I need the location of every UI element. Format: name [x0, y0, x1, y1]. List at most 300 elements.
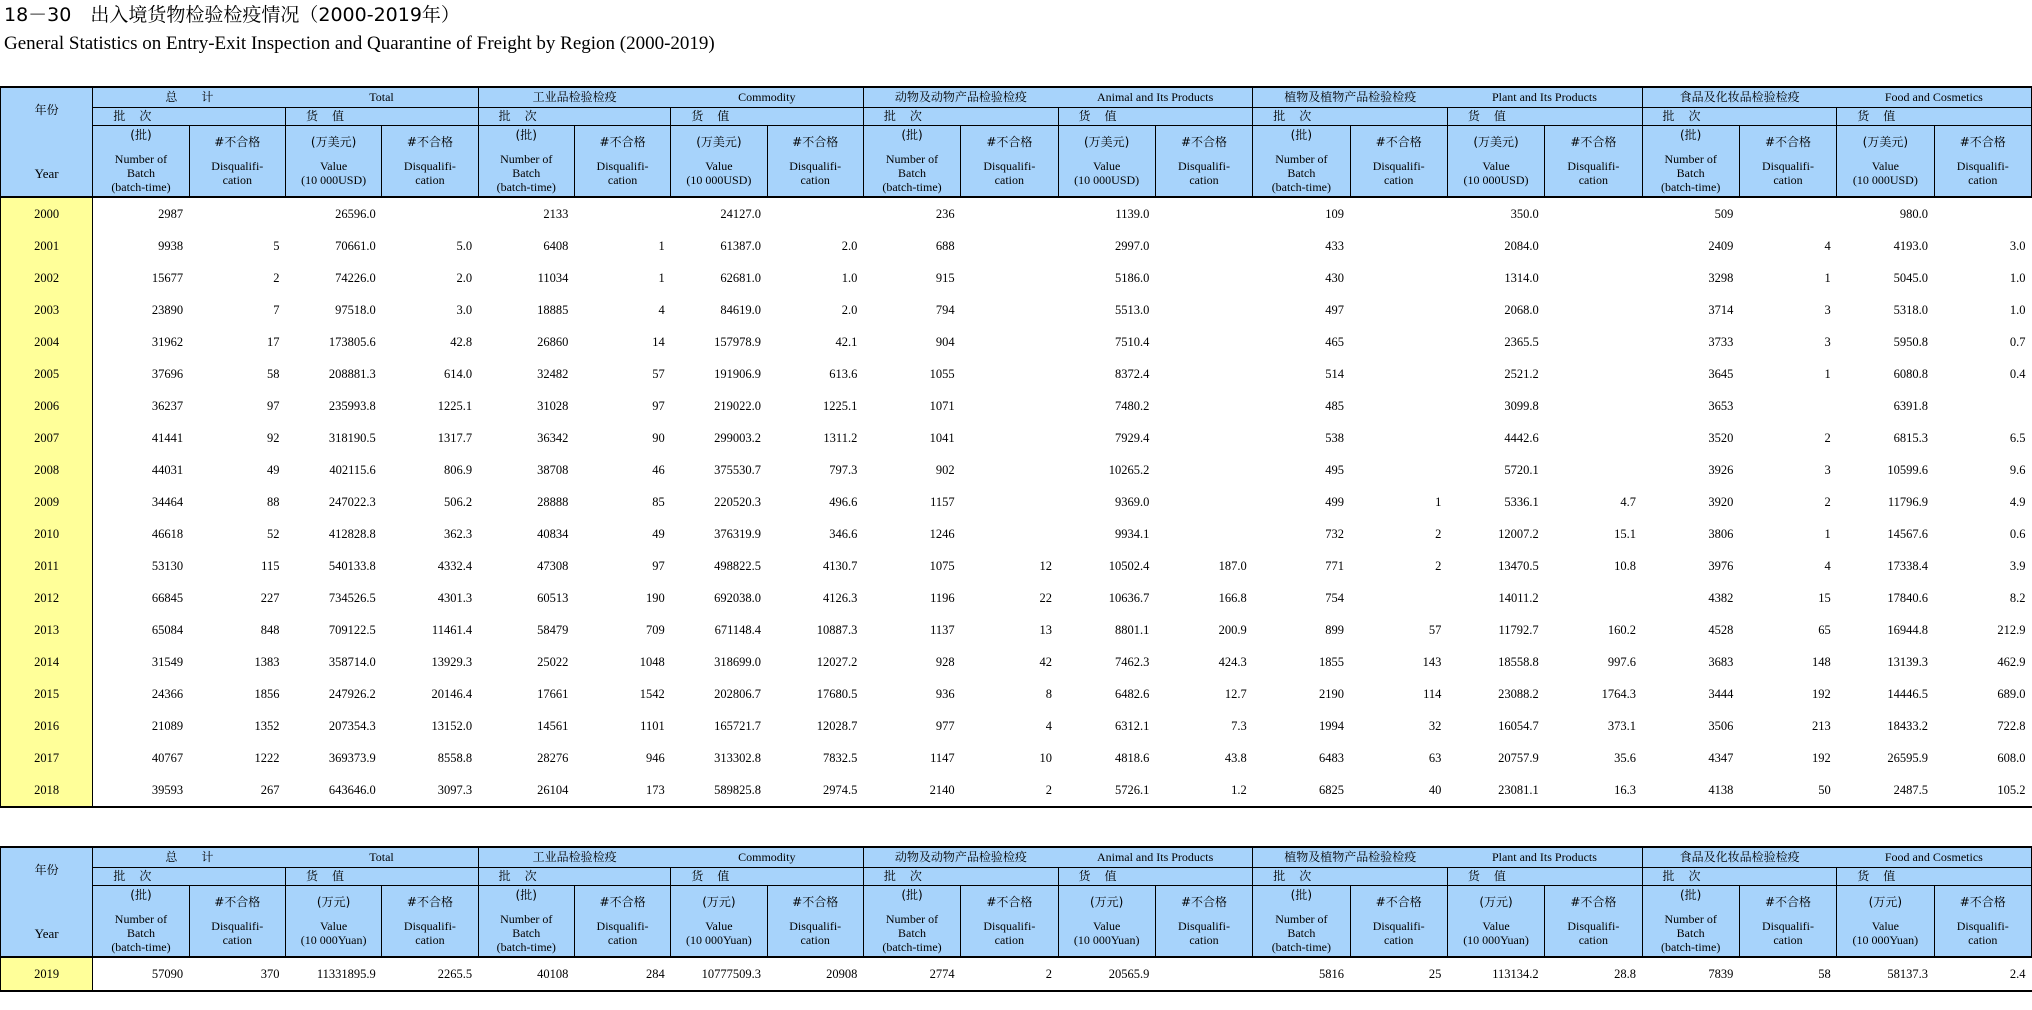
data-cell: 40: [1350, 774, 1447, 807]
data-cell: 190: [645, 590, 665, 605]
disq-en-line2: cation: [1968, 932, 1998, 947]
data-cell: 318699.0: [714, 654, 762, 669]
data-cell: 3.9: [2009, 558, 2026, 573]
data-cell: 18433.2: [1887, 718, 1929, 733]
data-cell: [1545, 197, 1642, 230]
data-cell: 32: [1428, 718, 1442, 733]
data-cell: 589825.8: [671, 774, 767, 807]
data-cell: 11796.9: [1887, 494, 1929, 509]
data-cell: 4: [1824, 238, 1831, 253]
data-cell: 42.1: [835, 334, 858, 349]
year-cell: 2015: [1, 678, 93, 710]
disq-en-line1: Disqualifi-: [403, 158, 456, 173]
data-cell: 2: [1824, 494, 1831, 509]
value-header-detail: [671, 125, 767, 197]
batch-en-line1: Number of: [114, 151, 168, 166]
data-cell: 4.7: [1620, 494, 1637, 509]
data-cell: 613.6: [829, 366, 858, 381]
data-cell: 57: [1428, 622, 1442, 637]
batch-count-header: [1642, 125, 1739, 197]
data-cell: 5720.1: [1504, 462, 1539, 477]
data-cell: 4.9: [2009, 494, 2026, 509]
data-cell: 3653: [1708, 398, 1734, 413]
data-cell: 689.0: [1997, 686, 2026, 701]
data-cell: 85: [652, 494, 665, 509]
table-row: [1, 422, 2032, 454]
disq-en-line2: cation: [1384, 932, 1414, 947]
group-header-en: Plant and Its Products: [1447, 847, 1642, 867]
value-disq-header: [767, 125, 863, 197]
data-cell: 1314.0: [1504, 270, 1539, 285]
data-cell: 166.8: [1218, 590, 1247, 605]
header-sub-row: [1, 107, 2032, 125]
data-cell: [961, 518, 1058, 550]
year-cell: 2014: [1, 646, 93, 678]
data-cell: 44031: [151, 462, 184, 477]
batch-en-line3: (batch-time): [1271, 939, 1331, 954]
data-cell: 88: [266, 494, 280, 509]
data-cell: 20146.4: [431, 686, 473, 701]
data-cell: [961, 262, 1058, 294]
data-cell: 14011.2: [1498, 590, 1539, 605]
disq-cn: #不合格: [1764, 134, 1812, 149]
data-cell: 485: [1325, 398, 1345, 413]
data-cell: 267: [189, 774, 285, 807]
data-cell: 0.4: [2009, 366, 2026, 381]
data-cell: 1.0: [2009, 270, 2026, 285]
data-cell: 350.0: [1510, 206, 1539, 221]
data-cell: 794: [935, 302, 955, 317]
batch-count-header: [1253, 885, 1350, 957]
data-cell: 1055: [929, 366, 955, 381]
year-cell: 2000: [1, 197, 93, 230]
page-title-en: General Statistics on Entry-Exit Inspection and Quarantine of Freight by Region (2000-2019): [4, 33, 715, 54]
data-cell: 3806: [1708, 526, 1734, 541]
batch-en-line1: Number of: [1275, 151, 1328, 166]
data-cell: 1075: [929, 558, 955, 573]
header-sub-row: [1, 867, 2032, 885]
data-cell: 2365.5: [1504, 334, 1539, 349]
table-row: [1, 390, 2032, 422]
disq-en-line1: Disqualifi-: [1178, 158, 1231, 173]
data-cell: 977: [935, 718, 955, 733]
data-cell: 1041: [929, 430, 955, 445]
batch-unit: (批): [1290, 887, 1313, 902]
batch-header: 批 次: [93, 867, 286, 885]
batch-en-line1: Number of: [885, 151, 939, 166]
batch-count-header: [1642, 885, 1739, 957]
data-cell: 13929.3: [431, 654, 473, 669]
disq-cn: #不合格: [792, 894, 839, 909]
data-cell: 1071: [929, 398, 955, 413]
value-unit-en: (10 000USD): [686, 172, 752, 187]
data-cell: 3: [1824, 462, 1831, 477]
batch-unit: (批): [1679, 887, 1702, 902]
disq-en-line2: cation: [1189, 172, 1219, 187]
data-cell: 17840.6: [1887, 590, 1929, 605]
data-cell: 6312.1: [1114, 718, 1150, 733]
data-cell: 3097.3: [382, 774, 478, 807]
data-cell: [961, 326, 1058, 358]
data-cell: 66845: [151, 590, 184, 605]
data-cell: 61387.0: [720, 238, 762, 253]
data-cell: 1147: [930, 750, 955, 765]
disq-en-line2: cation: [415, 172, 445, 187]
disq-en-line2: cation: [222, 932, 252, 947]
data-cell: 5318.0: [1893, 302, 1929, 317]
year-cell: 2010: [1, 518, 93, 550]
value-unit-en: (10 000Yuan): [686, 932, 752, 947]
data-cell: 4818.6: [1114, 750, 1150, 765]
disq-cn: #不合格: [1764, 894, 1812, 909]
data-cell: 3733: [1708, 334, 1734, 349]
data-cell: 5816: [1253, 957, 1350, 991]
disq-cn: #不合格: [1570, 134, 1617, 149]
data-cell: 465: [1325, 334, 1345, 349]
value-disq-header: [1155, 885, 1252, 957]
data-cell: [574, 197, 670, 230]
disq-en-line1: Disqualifi-: [1956, 158, 2009, 173]
data-cell: 373.1: [1607, 718, 1637, 733]
data-cell: [1350, 197, 1447, 230]
data-cell: [1155, 454, 1252, 486]
table-row: [1, 550, 2032, 582]
value-unit-en: (10 000USD): [1074, 172, 1140, 187]
data-cell: 41441: [151, 430, 184, 445]
value-en: Value: [1482, 158, 1510, 173]
data-cell: 358714.0: [328, 654, 376, 669]
data-cell: 36342: [537, 430, 569, 445]
data-cell: 12027.2: [816, 654, 858, 669]
data-cell: 5726.1: [1058, 774, 1155, 807]
data-cell: [961, 390, 1058, 422]
data-cell: [1934, 390, 2031, 422]
batch-header: 批 次: [1642, 107, 1837, 125]
data-cell: 904: [935, 334, 955, 349]
value-header-detail: [671, 885, 767, 957]
data-cell: [1739, 390, 1836, 422]
data-cell: 13139.3: [1887, 654, 1929, 669]
data-cell: 1137: [930, 622, 955, 637]
disq-en-line1: Disqualifi-: [1762, 158, 1815, 173]
year-cell: 2011: [1, 550, 93, 582]
data-cell: 9369.0: [1114, 494, 1150, 509]
group-header-en: Food and Cosmetics: [1837, 87, 2032, 107]
data-cell: 614.0: [443, 366, 473, 381]
batch-disq-header: [189, 885, 285, 957]
data-cell: 4332.4: [437, 558, 473, 573]
data-cell: 5186.0: [1114, 270, 1150, 285]
data-cell: 2974.5: [767, 774, 863, 807]
data-cell: 915: [935, 270, 955, 285]
disq-en-line2: cation: [607, 932, 638, 947]
year-cell: 2009: [1, 486, 93, 518]
data-cell: [1739, 197, 1836, 230]
disq-en-line2: cation: [415, 932, 445, 947]
value-header: 货 值: [1058, 867, 1253, 885]
year-header-en: Year: [34, 926, 59, 941]
value-unit-cn: (万元): [1868, 894, 1903, 909]
value-unit-en: (10 000USD): [1463, 172, 1529, 187]
batch-header: 批 次: [863, 107, 1058, 125]
value-en: Value: [319, 918, 348, 933]
group-header-en: Total: [285, 87, 478, 107]
data-cell: 722.8: [1997, 718, 2026, 733]
data-cell: 5.0: [456, 238, 473, 253]
data-cell: 899: [1325, 622, 1345, 637]
data-cell: 1856: [254, 686, 280, 701]
data-cell: 2: [961, 957, 1058, 991]
statistics-table-yuan: [0, 846, 2032, 992]
data-cell: [1545, 422, 1642, 454]
data-cell: 70661.0: [335, 238, 376, 253]
value-unit-cn: (万美元): [1083, 134, 1130, 149]
data-cell: 4347: [1708, 750, 1734, 765]
data-cell: 105.2: [1934, 774, 2031, 807]
table-row: [1, 326, 2032, 358]
data-cell: 15: [1818, 590, 1831, 605]
data-cell: 42: [1039, 654, 1053, 669]
data-cell: [961, 486, 1058, 518]
data-cell: [1350, 326, 1447, 358]
data-cell: 2: [1824, 430, 1831, 445]
data-cell: 3714: [1708, 302, 1734, 317]
data-cell: 2140: [863, 774, 960, 807]
data-cell: 936: [935, 686, 955, 701]
data-cell: 200.9: [1218, 622, 1247, 637]
data-cell: 113134.2: [1447, 957, 1544, 991]
value-disq-header: [1934, 125, 2031, 197]
data-cell: [1545, 582, 1642, 614]
disq-en-line1: Disqualifi-: [983, 918, 1036, 933]
data-cell: [961, 454, 1058, 486]
data-cell: 40834: [537, 526, 569, 541]
data-cell: 1: [1824, 526, 1831, 541]
data-cell: 3976: [1708, 558, 1734, 573]
batch-disq-header: [1739, 885, 1836, 957]
data-cell: 114: [1423, 686, 1442, 701]
group-header-en: Commodity: [671, 87, 864, 107]
data-cell: 17680.5: [816, 686, 858, 701]
data-cell: 509: [1714, 206, 1734, 221]
disq-cn: #不合格: [406, 894, 453, 909]
data-cell: [1155, 358, 1252, 390]
batch-en-line3: (batch-time): [1271, 179, 1331, 194]
year-cell: 2002: [1, 262, 93, 294]
batch-en-line3: (batch-time): [882, 939, 942, 954]
data-cell: 6825: [1253, 774, 1350, 807]
data-cell: 424.3: [1218, 654, 1247, 669]
data-cell: 25022: [537, 654, 569, 669]
data-cell: 16.3: [1545, 774, 1642, 807]
data-cell: 11461.4: [431, 622, 473, 637]
table-row: [1, 957, 2032, 991]
data-cell: 375530.7: [714, 462, 762, 477]
data-cell: 3099.8: [1504, 398, 1539, 413]
data-cell: 1855: [1319, 654, 1345, 669]
disq-cn: #不合格: [214, 894, 261, 909]
year-cell: 2016: [1, 710, 93, 742]
batch-disq-header: [574, 125, 670, 197]
data-cell: 6391.8: [1893, 398, 1929, 413]
data-cell: [1545, 230, 1642, 262]
batch-count-header: [478, 885, 574, 957]
value-unit-cn: (万元): [702, 894, 736, 909]
group-header-cn: 动物及动物产品检验检疫: [863, 87, 1058, 107]
header-detail-row: [1, 885, 2032, 957]
data-cell: [961, 422, 1058, 454]
year-cell: 2005: [1, 358, 93, 390]
data-cell: 219022.0: [714, 398, 762, 413]
data-cell: 23081.1: [1447, 774, 1544, 807]
data-cell: 10636.7: [1108, 590, 1150, 605]
disq-en-line1: Disqualifi-: [1567, 918, 1620, 933]
data-cell: [961, 358, 1058, 390]
group-header-cn: 动物及动物产品检验检疫: [863, 847, 1058, 867]
data-cell: 16944.8: [1887, 622, 1929, 637]
disq-en-line1: Disqualifi-: [1762, 918, 1815, 933]
data-cell: 97: [266, 398, 280, 413]
data-cell: [1155, 390, 1252, 422]
data-cell: 2190: [1319, 686, 1345, 701]
statistics-table-usd: [0, 86, 2032, 808]
disq-cn: #不合格: [599, 134, 646, 149]
batch-unit: (批): [1290, 127, 1313, 142]
group-header-en: Total: [285, 847, 478, 867]
year-header: [1, 847, 93, 957]
data-cell: 0.7: [2009, 334, 2026, 349]
disq-en-line2: cation: [1384, 172, 1414, 187]
data-cell: 26104: [478, 774, 574, 807]
table-row: [1, 646, 2032, 678]
data-cell: 754: [1325, 590, 1345, 605]
data-cell: 369373.9: [328, 750, 376, 765]
disq-en-line1: Disqualifi-: [789, 918, 842, 933]
year-cell: 2012: [1, 582, 93, 614]
disq-cn: #不合格: [1570, 894, 1617, 909]
data-cell: 16054.7: [1498, 718, 1539, 733]
value-header-detail: [1447, 885, 1544, 957]
data-cell: [1350, 230, 1447, 262]
data-cell: 109: [1325, 206, 1345, 221]
batch-en-line2: Batch: [512, 165, 541, 180]
disq-cn: #不合格: [1180, 894, 1228, 909]
batch-header: 批 次: [1642, 867, 1837, 885]
disq-cn: #不合格: [792, 134, 839, 149]
disq-en-line2: cation: [1773, 932, 1803, 947]
table-row: [1, 678, 2032, 710]
data-cell: 12028.7: [816, 718, 858, 733]
data-cell: 13152.0: [431, 718, 473, 733]
data-cell: 7839: [1642, 957, 1739, 991]
disq-en-line2: cation: [800, 172, 830, 187]
batch-disq-header: [961, 885, 1058, 957]
data-cell: [1155, 262, 1252, 294]
data-cell: 997.6: [1607, 654, 1637, 669]
batch-count-header: [93, 125, 189, 197]
data-cell: 26860: [537, 334, 569, 349]
disq-cn: #不合格: [1180, 134, 1228, 149]
data-cell: 165721.7: [714, 718, 762, 733]
batch-en-line3: (batch-time): [882, 179, 942, 194]
data-cell: 36237: [151, 398, 184, 413]
data-cell: 433: [1325, 238, 1345, 253]
data-cell: 946: [645, 750, 665, 765]
value-en: Value: [1093, 158, 1121, 173]
value-header: 货 值: [1447, 867, 1642, 885]
data-cell: 11331895.9: [285, 957, 381, 991]
year-cell: 2013: [1, 614, 93, 646]
data-cell: 247926.2: [328, 686, 376, 701]
disq-en-line2: cation: [994, 172, 1024, 187]
batch-en-line3: (batch-time): [1661, 939, 1721, 954]
data-cell: [1545, 390, 1642, 422]
value-header-detail: [1058, 885, 1155, 957]
data-cell: 84619.0: [720, 302, 762, 317]
data-cell: 31549: [151, 654, 184, 669]
data-cell: 15677: [151, 270, 184, 285]
year-header-cn: 年份: [34, 103, 59, 117]
batch-en-line1: Number of: [500, 911, 553, 926]
data-cell: 1542: [639, 686, 665, 701]
group-header-cn: 总 计: [93, 87, 286, 107]
group-header-cn: 食品及化妆品检验检疫: [1642, 87, 1837, 107]
data-cell: 63: [1428, 750, 1442, 765]
data-cell: 1246: [929, 526, 955, 541]
data-cell: 1225.1: [822, 398, 858, 413]
data-cell: 37696: [151, 366, 184, 381]
data-cell: 4130.7: [822, 558, 858, 573]
data-cell: 2265.5: [382, 957, 478, 991]
data-cell: 14: [652, 334, 665, 349]
data-cell: 370: [189, 957, 285, 991]
table-row: [1, 614, 2032, 646]
data-cell: 17661: [537, 686, 569, 701]
batch-disq-header: [961, 125, 1058, 197]
data-cell: 38708: [537, 462, 569, 477]
data-cell: 5950.8: [1893, 334, 1929, 349]
data-cell: [1155, 326, 1252, 358]
year-cell: 2004: [1, 326, 93, 358]
data-cell: 1: [658, 238, 665, 253]
data-cell: 35.6: [1614, 750, 1637, 765]
batch-en-line2: Batch: [1676, 165, 1705, 180]
group-header-cn: 总 计: [93, 847, 286, 867]
value-disq-header: [767, 885, 863, 957]
data-cell: 3444: [1708, 686, 1734, 701]
data-cell: [1155, 294, 1252, 326]
data-cell: 90: [652, 430, 665, 445]
data-cell: 3645: [1708, 366, 1734, 381]
data-cell: 10777509.3: [671, 957, 767, 991]
group-header-en: Food and Cosmetics: [1837, 847, 2032, 867]
table-row: [1, 230, 2032, 262]
year-cell: 2006: [1, 390, 93, 422]
value-header: 货 值: [671, 867, 864, 885]
year-header-cn: 年份: [34, 863, 59, 877]
data-cell: 3.0: [456, 302, 473, 317]
batch-unit: (批): [130, 887, 152, 902]
data-cell: 20908: [767, 957, 863, 991]
data-cell: 97: [652, 558, 665, 573]
data-cell: 74226.0: [335, 270, 376, 285]
value-header: 货 值: [1837, 867, 2032, 885]
data-cell: 40767: [151, 750, 184, 765]
disq-en-line1: Disqualifi-: [983, 158, 1036, 173]
table-row: [1, 518, 2032, 550]
disq-cn: #不合格: [599, 894, 646, 909]
data-cell: 8: [1045, 686, 1053, 701]
